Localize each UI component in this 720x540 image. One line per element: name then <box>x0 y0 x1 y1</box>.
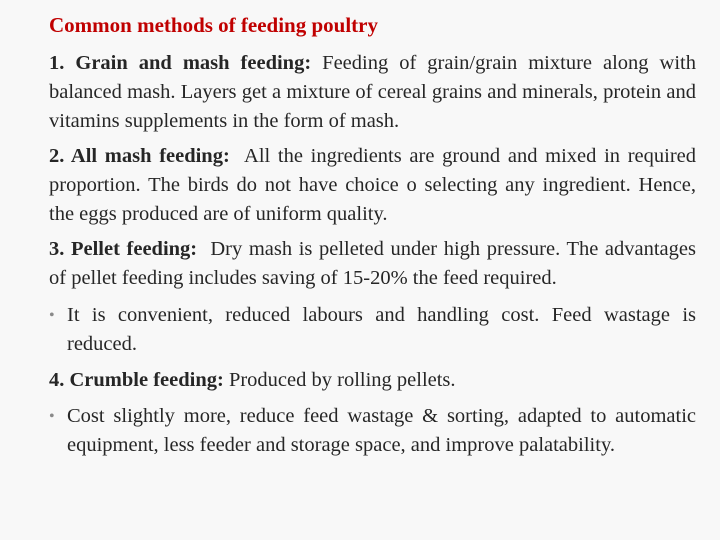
section-crumble <box>49 366 696 395</box>
section-heading: 3. Pellet feeding: <box>49 238 198 260</box>
section-text: All the ingredients are ground and mixed in required proportion. The birds do not have choice o selecting any ingredient. Hence, the eggs produced are of uniform quality. <box>49 145 702 225</box>
section-heading: 1. Grain and mash feeding: <box>49 52 312 74</box>
slide-title: Common methods of feeding poultry <box>49 13 378 37</box>
section-text: Dry mash is pelleted under high pressure. The advantages of pellet feeding includes saving of 15-20% the feed required. <box>49 238 702 289</box>
section-heading: 4. Crumble feeding: <box>49 369 224 391</box>
bullet-icon: • <box>49 307 55 324</box>
section-grain-and-mash <box>49 49 696 136</box>
section-heading: 2. All mash feeding: <box>49 145 230 167</box>
section-all-mash <box>49 142 702 229</box>
section-text: Feeding of grain/grain mixture along with balanced mash. Layers get a mixture of cereal grains and minerals, protein and vitamins supplements in the form of mash. <box>49 52 697 132</box>
bullet-icon: • <box>49 408 55 425</box>
bullet-crumble-benefits <box>49 402 696 460</box>
bullet-pellet-benefits <box>49 301 696 359</box>
section-pellet <box>49 235 702 293</box>
bullet-text: It is convenient, reduced labours and handling cost. Feed wastage is reduced. <box>67 304 696 355</box>
bullet-text: Cost slightly more, reduce feed wastage & sorting, adapted to automatic equipment, less feeder and storage space, and improve palatability. <box>67 405 696 456</box>
section-text: Produced by rolling pellets. <box>223 369 456 391</box>
